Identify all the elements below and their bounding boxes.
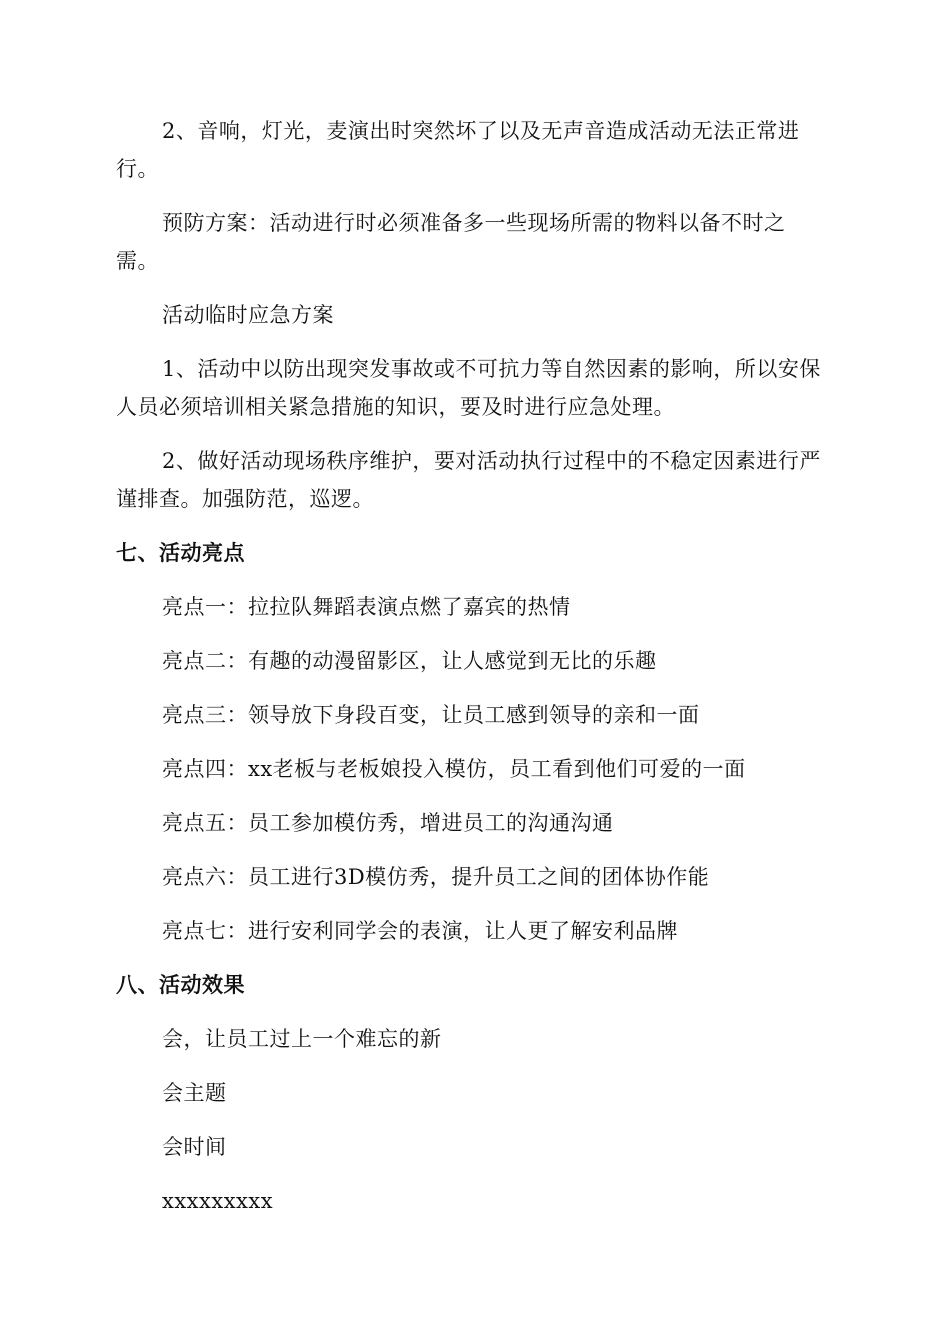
- effect-item: 会，让员工过上一个难忘的新: [162, 1027, 442, 1051]
- highlight-item: 亮点六：员工进行3D模仿秀，提升员工之间的团体协作能: [162, 865, 710, 889]
- highlight-item: 亮点一：拉拉队舞蹈表演点燃了嘉宾的热情: [162, 595, 571, 619]
- highlight-item: 亮点二：有趣的动漫留影区，让人感觉到无比的乐趣: [162, 649, 657, 673]
- highlight-item: 亮点七：进行安利同学会的表演，让人更了解安利品牌: [162, 919, 678, 943]
- highlight-item: 亮点五：员工参加模仿秀，增进员工的沟通沟通: [162, 811, 614, 835]
- highlight-item: 亮点三：领导放下身段百变，让员工感到领导的亲和一面: [162, 703, 700, 727]
- paragraph-emergency-2: 2、做好活动现场秩序维护，要对活动执行过程中的不稳定因素进行严谨排查。加强防范，巡逻。: [116, 449, 821, 511]
- section-heading-effects: 八、活动效果: [116, 973, 245, 997]
- effect-item: 会主题: [162, 1081, 227, 1105]
- effect-item: xxxxxxxxx: [162, 1189, 274, 1213]
- document-body: [116, 112, 822, 1236]
- paragraph-prevention-plan: 预防方案：活动进行时必须准备多一些现场所需的物料以备不时之需。: [116, 211, 786, 273]
- highlight-item: 亮点四：xx老板与老板娘投入模仿，员工看到他们可爱的一面: [162, 757, 746, 781]
- paragraph-equipment-failure: 2、音响，灯光，麦演出时突然坏了以及无声音造成活动无法正常进行。: [116, 119, 800, 181]
- paragraph-emergency-1: 1、活动中以防出现突发事故或不可抗力等自然因素的影响，所以安保人员必须培训相关紧急措施的知识，要及时进行应急处理。: [116, 357, 821, 419]
- section-heading-highlights: 七、活动亮点: [116, 541, 245, 565]
- paragraph-emergency-title: 活动临时应急方案: [162, 303, 334, 327]
- effect-item: 会时间: [162, 1135, 227, 1159]
